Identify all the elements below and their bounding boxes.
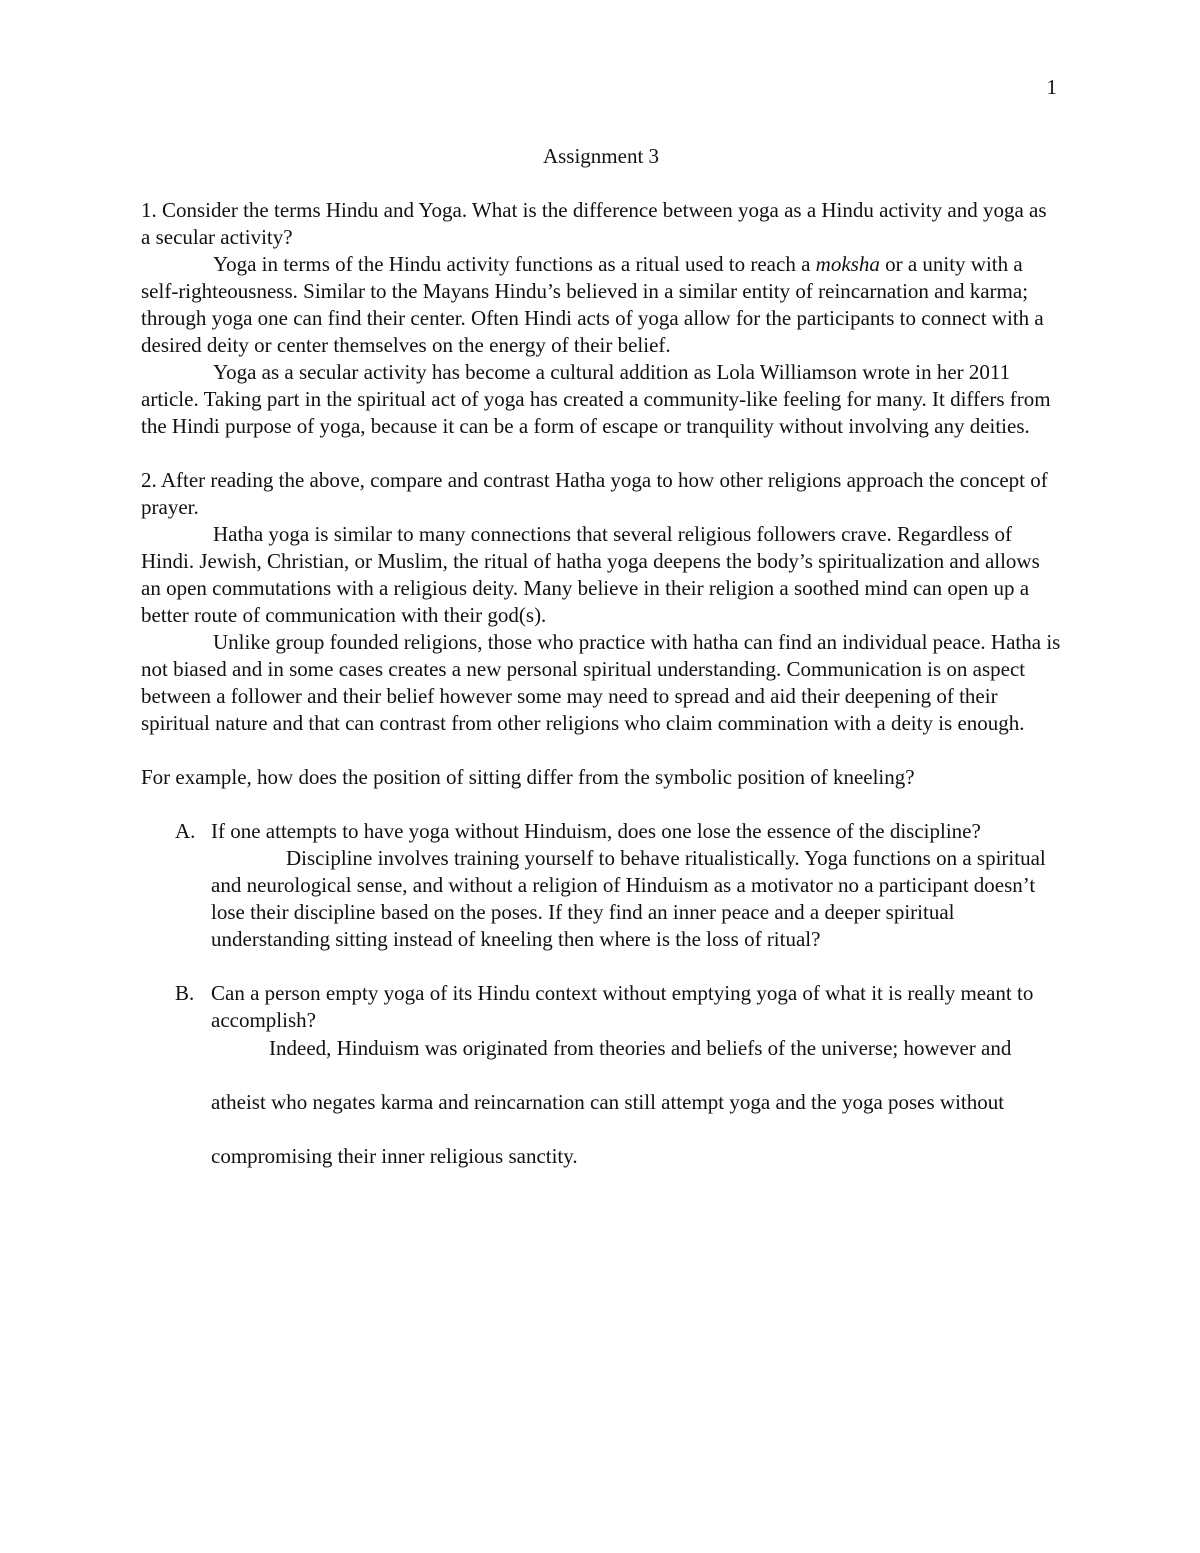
part-a-answer: Discipline involves training yourself to behave ritualistically. Yoga functions on a spiritual and neurological sense, and without a religion of Hinduism as a motivator no a participant doesn’t lose their discipline based on the poses. If they find an inner peace and a deeper spiritual understanding sitting instead of kneeling then where is the loss of ritual? — [211, 846, 1046, 951]
question-2-answer-paragraph-2: Unlike group founded religions, those who practice with hatha can find an individual peace. Hatha is not biased and in some cases creates a new personal spiritual understanding. Communication is on aspect between a follower and their belief however some may need to spread and aid their deepening of their spiritual nature and that can contrast from other religions who claim commination with a deity is enough. — [141, 630, 1061, 735]
paragraph-gap — [141, 791, 1061, 818]
part-a-question: If one attempts to have yoga without Hinduism, does one lose the essence of the discipline? — [211, 819, 981, 843]
page-number: 1 — [1046, 75, 1057, 99]
question-2: 2. After reading the above, compare and contrast Hatha yoga to how other religions approach the concept of prayer. — [141, 468, 1048, 519]
paragraph-gap — [141, 737, 1061, 764]
part-a-marker: A. — [175, 819, 196, 843]
answer-text: Yoga in terms of the Hindu activity functions as a ritual used to reach a — [213, 252, 816, 276]
question-1-answer-paragraph-2: Yoga as a secular activity has become a cultural addition as Lola Williamson wrote in her 2011 article. Taking part in the spiritual act of yoga has created a community-like feeling for many. It differs from the Hindi purpose of yoga, because it can be a form of escape or tranquility without involving any deities. — [141, 360, 1051, 438]
question-2-answer-paragraph-1: Hatha yoga is similar to many connections that several religious followers crave. Regardless of Hindi. Jewish, Christian, or Muslim, the ritual of hatha yoga deepens the body’s spiritualization and allows an open commutations with a religious deity. Many believe in their religion a soothed mind can open up a better route of communication with their god(s). — [141, 522, 1040, 627]
paragraph-gap — [141, 440, 1061, 467]
part-b-marker: B. — [175, 981, 195, 1005]
part-b-question: Can a person empty yoga of its Hindu context without emptying yoga of what it is really meant to accomplish? — [211, 981, 1034, 1032]
document-title: Assignment 3 — [542, 144, 660, 168]
question-1-answer-paragraph-1 — [141, 251, 1061, 359]
part-b — [141, 980, 1061, 1183]
answer-text: or a unity with a self-righteousness. Similar to the Mayans Hindu’s believed in a similar entity of reincarnation and karma; through yoga one can find their center. Often Hindi acts of yoga allow for the participants to connect with a desired deity or center themselves on the energy of their belief. — [141, 252, 1044, 357]
document-body — [141, 143, 1061, 1183]
paragraph-gap — [141, 953, 1061, 980]
part-a — [141, 818, 1061, 953]
example-question: For example, how does the position of sitting differ from the symbolic position of kneeling? — [141, 765, 915, 789]
moksha-term: moksha — [815, 252, 880, 276]
question-1: 1. Consider the terms Hindu and Yoga. What is the difference between yoga as a Hindu activity and yoga as a secular activity? — [141, 198, 1047, 249]
part-b-answer: Indeed, Hinduism was originated from theories and beliefs of the universe; however and atheist who negates karma and reincarnation can still attempt yoga and the yoga poses without compromising their inner religious sanctity. — [211, 1036, 1012, 1168]
